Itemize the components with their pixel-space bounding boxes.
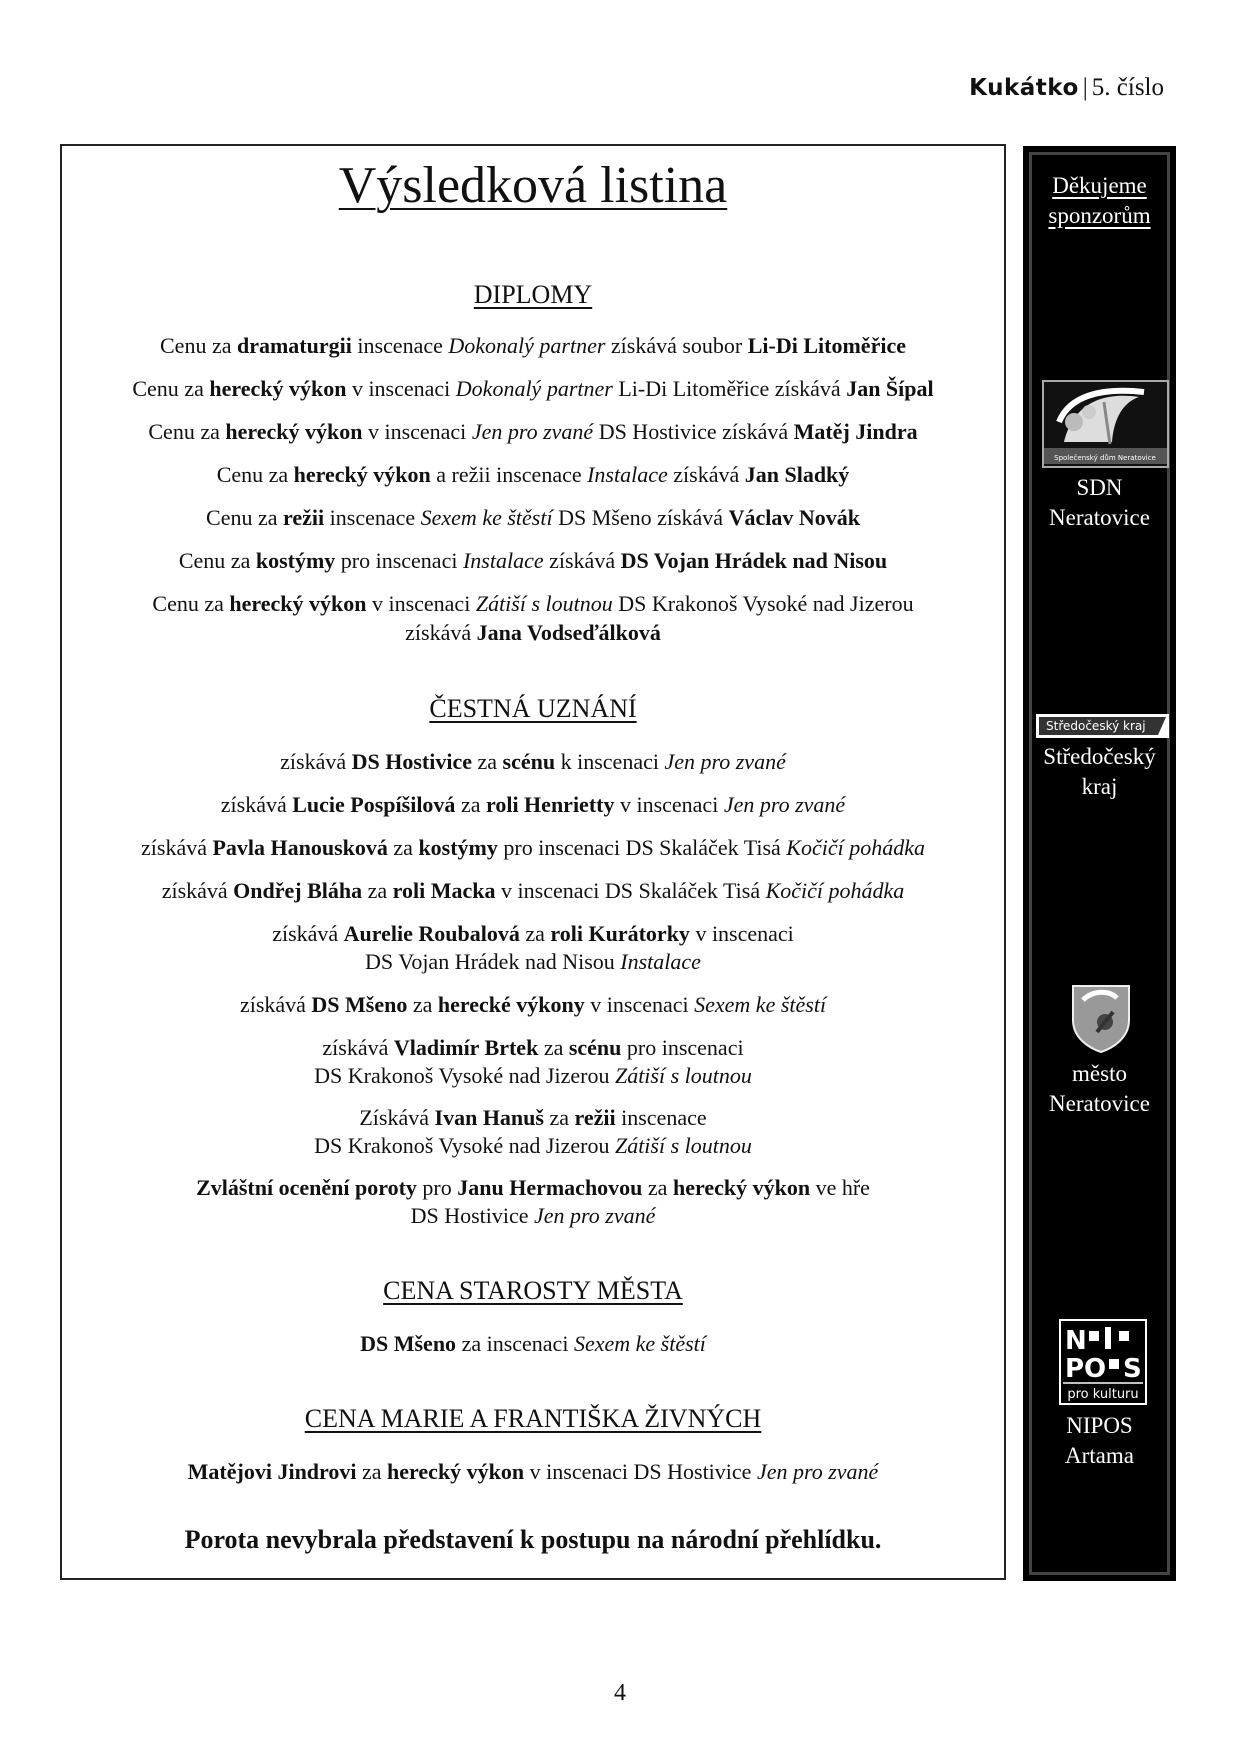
- award-line: [62, 1062, 1004, 1090]
- stredocesky-kraj-logo: [1036, 714, 1169, 738]
- emphasis-text: DS Mšeno: [360, 1331, 457, 1356]
- svg-text:pro kulturu: pro kulturu: [1067, 1387, 1139, 1402]
- text-segment: v inscenaci DS Skaláček Tisá: [495, 878, 766, 903]
- sponsors-heading-line1: Děkujeme: [1052, 173, 1147, 198]
- award-line: [62, 418, 1004, 446]
- award-line: [62, 332, 1004, 360]
- award-line: [62, 920, 1004, 948]
- production-title: Jen pro zvané: [723, 792, 846, 817]
- award-line: [62, 619, 1004, 647]
- text-segment: DS Krakonoš Vysoké nad Jizerou: [314, 1063, 615, 1088]
- production-title: Sexem ke štěstí: [573, 1331, 706, 1356]
- text-segment: za inscenaci: [456, 1331, 574, 1356]
- text-segment: v inscenaci: [614, 792, 724, 817]
- award-line: [62, 461, 1004, 489]
- emphasis-text: DS Vojan Hrádek nad Nisou: [620, 548, 888, 573]
- production-title: Jen pro zvané: [664, 749, 786, 774]
- text-segment: DS Hostivice získává: [593, 419, 794, 444]
- production-title: Instalace: [462, 548, 544, 573]
- magazine-name: Kukátko: [969, 75, 1079, 101]
- text-segment: získává: [280, 749, 352, 774]
- emphasis-text: herecký výkon: [387, 1459, 525, 1484]
- svg-text:N: N: [1065, 1326, 1087, 1356]
- text-segment: Cenu za: [152, 591, 230, 616]
- text-segment: za: [455, 792, 486, 817]
- production-title: Zátiší s loutnou: [614, 1063, 752, 1088]
- text-segment: za: [356, 1459, 388, 1484]
- issue-number: 5. číslo: [1091, 74, 1164, 101]
- production-title: Kočičí pohádka: [786, 835, 925, 860]
- award-line: [62, 547, 1004, 575]
- emphasis-text: Zvláštní ocenění poroty: [196, 1175, 417, 1200]
- production-title: Jen pro zvané: [756, 1459, 879, 1484]
- award-line: [62, 504, 1004, 532]
- emphasis-text: Václav Novák: [728, 505, 860, 530]
- emphasis-text: herecký výkon: [672, 1175, 811, 1200]
- text-segment: za: [362, 878, 393, 903]
- sponsor-nipos-label: [1026, 1411, 1173, 1471]
- sponsors-heading-line2: sponzorům: [1048, 203, 1151, 228]
- emphasis-text: herecké výkony: [437, 992, 585, 1017]
- emphasis-text: scénu: [502, 749, 556, 774]
- emphasis-text: herecký výkon: [225, 419, 363, 444]
- award-line: [62, 1330, 1004, 1358]
- award-line: [62, 1458, 1004, 1486]
- text-segment: získává soubor: [605, 333, 748, 358]
- text-segment: DS Hostivice: [410, 1203, 535, 1228]
- section-title-cena-starosty: CENA STAROSTY MĚSTA: [383, 1276, 683, 1305]
- text-segment: získává: [141, 835, 213, 860]
- text-segment: v inscenaci DS Hostivice: [524, 1459, 757, 1484]
- award-line: [62, 1202, 1004, 1230]
- emphasis-text: Matějovi Jindrovi: [187, 1459, 357, 1484]
- text-segment: za: [538, 1035, 569, 1060]
- text-segment: DS Krakonoš Vysoké nad Jizerou: [612, 591, 914, 616]
- tree-icon: [1044, 382, 1167, 466]
- sponsor-city-label: [1026, 1059, 1173, 1119]
- text-segment: získává: [272, 921, 344, 946]
- emphasis-text: Vladimír Brtek: [393, 1035, 539, 1060]
- award-line: [62, 590, 1004, 618]
- text-segment: inscenace: [615, 1105, 707, 1130]
- text-segment: DS Krakonoš Vysoké nad Jizerou: [314, 1133, 615, 1158]
- award-line: [62, 1034, 1004, 1062]
- text-segment: Získává: [359, 1105, 435, 1130]
- sponsor-city-line2: Neratovice: [1049, 1091, 1150, 1116]
- emphasis-text: Lucie Pospíšilová: [292, 792, 456, 817]
- award-line: [62, 748, 1004, 776]
- emphasis-text: Matěj Jindra: [793, 419, 918, 444]
- text-segment: DS Mšeno získává: [552, 505, 729, 530]
- results-box: [60, 144, 1006, 1580]
- text-segment: v inscenaci: [366, 591, 476, 616]
- text-segment: získává: [322, 1035, 394, 1060]
- production-title: Sexem ke štěstí: [420, 505, 553, 530]
- emphasis-text: roli Henrietty: [485, 792, 615, 817]
- award-line: [62, 1174, 1004, 1202]
- text-segment: v inscenaci: [346, 376, 456, 401]
- page-title: Výsledková listina: [338, 157, 728, 214]
- production-title: Dokonalý partner: [455, 376, 613, 401]
- text-segment: a režii inscenace: [430, 462, 588, 487]
- emphasis-text: dramaturgii: [236, 333, 352, 358]
- text-segment: inscenace: [351, 333, 449, 358]
- text-segment: za: [407, 992, 438, 1017]
- text-segment: pro: [416, 1175, 458, 1200]
- text-segment: získává: [161, 878, 234, 903]
- award-line: [62, 791, 1004, 819]
- svg-text:S: S: [1123, 1354, 1142, 1384]
- jury-verdict: Porota nevybrala představení k postupu na národní přehlídku.: [184, 1525, 882, 1554]
- svg-text:Středočeský kraj: Středočeský kraj: [1046, 719, 1146, 733]
- emphasis-text: Ivan Hanuš: [434, 1105, 544, 1130]
- running-header: [969, 74, 1164, 102]
- emphasis-text: DS Hostivice: [351, 749, 473, 774]
- header-separator: |: [1082, 74, 1088, 101]
- sponsor-nipos-line2: Artama: [1065, 1443, 1134, 1468]
- text-segment: Li-Di Litoměřice získává: [612, 376, 847, 401]
- region-banner-icon: [1036, 714, 1169, 738]
- emphasis-text: Jan Šípal: [846, 376, 934, 401]
- text-segment: k inscenaci: [555, 749, 665, 774]
- emphasis-text: režii: [574, 1105, 616, 1130]
- emphasis-text: Li-Di Litoměřice: [747, 333, 906, 358]
- emphasis-text: kostýmy: [255, 548, 336, 573]
- emphasis-text: herecký výkon: [229, 591, 367, 616]
- production-title: Jen pro zvané: [534, 1203, 656, 1228]
- text-segment: získává: [239, 992, 312, 1017]
- production-title: Dokonalý partner: [448, 333, 606, 358]
- production-title: Kočičí pohádka: [765, 878, 905, 903]
- sponsors-sidebar: [1023, 146, 1176, 1581]
- production-title: Instalace: [587, 462, 668, 487]
- emphasis-text: scénu: [568, 1035, 622, 1060]
- neratovice-coat-of-arms: [1069, 982, 1133, 1054]
- emphasis-text: Jana Vodseďálková: [476, 620, 661, 645]
- text-segment: za: [519, 921, 551, 946]
- text-segment: získává: [405, 620, 477, 645]
- text-segment: pro inscenaci DS Skaláček Tisá: [497, 835, 787, 860]
- award-line: [62, 834, 1004, 862]
- production-title: Jen pro zvané: [471, 419, 594, 444]
- nipos-mark-icon: [1059, 1319, 1147, 1405]
- sponsor-city-line1: město: [1072, 1061, 1127, 1086]
- production-title: Zátiší s loutnou: [614, 1133, 752, 1158]
- award-line: [62, 991, 1004, 1019]
- text-segment: Cenu za: [206, 505, 284, 530]
- text-segment: v inscenaci: [689, 921, 794, 946]
- text-segment: pro inscenaci: [335, 548, 463, 573]
- emphasis-text: Aurelie Roubalová: [343, 921, 520, 946]
- sponsor-kraj-label: [1026, 742, 1173, 802]
- text-segment: Cenu za: [132, 376, 210, 401]
- award-line: [62, 877, 1004, 905]
- emphasis-text: herecký výkon: [293, 462, 431, 487]
- text-segment: za: [387, 835, 419, 860]
- sponsor-sdn-line1: SDN: [1076, 475, 1123, 500]
- text-segment: Cenu za: [160, 333, 237, 358]
- text-segment: za: [472, 749, 503, 774]
- sponsor-sdn-label: [1026, 473, 1173, 533]
- emphasis-text: herecký výkon: [209, 376, 347, 401]
- sdn-logo: [1042, 380, 1169, 468]
- production-title: Sexem ke štěstí: [694, 992, 827, 1017]
- production-title: Instalace: [620, 949, 701, 974]
- emphasis-text: roli Kurátorky: [550, 921, 690, 946]
- production-title: Zátiší s loutnou: [475, 591, 613, 616]
- svg-text:PO: PO: [1065, 1354, 1107, 1384]
- emphasis-text: Ondřej Bláha: [233, 878, 363, 903]
- emphasis-text: režii: [283, 505, 325, 530]
- sponsors-heading: [1026, 171, 1173, 231]
- text-segment: pro inscenaci: [621, 1035, 744, 1060]
- emphasis-text: kostýmy: [418, 835, 498, 860]
- section-title-diplomy: DIPLOMY: [473, 280, 593, 309]
- award-line: [62, 375, 1004, 403]
- sponsor-kraj-line2: kraj: [1081, 774, 1118, 799]
- award-line: [62, 948, 1004, 976]
- text-segment: Cenu za: [216, 462, 294, 487]
- text-segment: získává: [220, 792, 293, 817]
- award-line: [62, 1132, 1004, 1160]
- emphasis-text: DS Mšeno: [311, 992, 408, 1017]
- text-segment: inscenace: [324, 505, 421, 530]
- emphasis-text: roli Macka: [392, 878, 496, 903]
- text-segment: ve hře: [810, 1175, 870, 1200]
- nipos-logo: [1059, 1319, 1147, 1405]
- text-segment: získává: [667, 462, 745, 487]
- sponsor-kraj-line1: Středočeský: [1043, 744, 1156, 769]
- text-segment: Cenu za: [178, 548, 256, 573]
- sponsor-sdn-line2: Neratovice: [1049, 505, 1150, 530]
- text-segment: Cenu za: [148, 419, 226, 444]
- text-segment: DS Vojan Hrádek nad Nisou: [365, 949, 621, 974]
- emphasis-text: Jan Sladký: [744, 462, 850, 487]
- sponsor-nipos-line1: NIPOS: [1066, 1413, 1133, 1438]
- text-segment: v inscenaci: [584, 992, 695, 1017]
- text-segment: v inscenaci: [362, 419, 472, 444]
- section-title-cestna-uznani: ČESTNÁ UZNÁNÍ: [429, 694, 637, 723]
- emphasis-text: Pavla Hanousková: [212, 835, 388, 860]
- svg-text:Společenský dům Neratovice: Společenský dům Neratovice: [1054, 454, 1156, 462]
- text-segment: za: [543, 1105, 575, 1130]
- page-number: 4: [614, 1680, 626, 1706]
- coat-of-arms-icon: [1069, 982, 1133, 1054]
- text-segment: získává: [543, 548, 621, 573]
- section-title-cena-zivnych: CENA MARIE A FRANTIŠKA ŽIVNÝCH: [304, 1404, 762, 1433]
- text-segment: za: [642, 1175, 673, 1200]
- emphasis-text: Janu Hermachovou: [457, 1175, 643, 1200]
- award-line: [62, 1104, 1004, 1132]
